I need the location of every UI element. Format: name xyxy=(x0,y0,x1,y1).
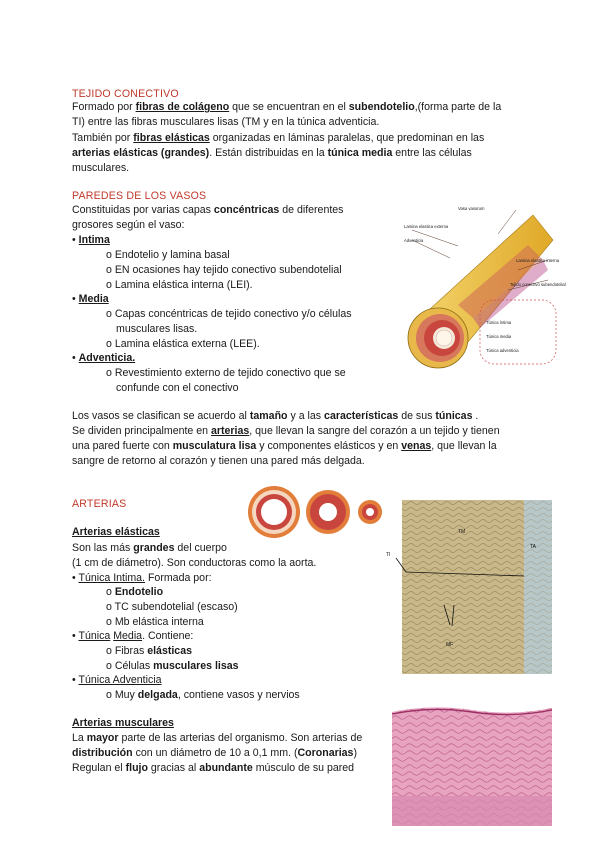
paragraph-line: También por fibras elásticas organizadas en láminas paralelas, que predominan en las xyxy=(72,132,485,144)
bullet-tunica-intima: • Túnica Intima. Formada por: xyxy=(72,572,212,584)
paragraph-line: Formado por fibras de colágeno que se encuentran en el subendotelio,(forma parte de la xyxy=(72,101,502,113)
paragraph-line: una pared fuerte con musculatura lisa y componentes elásticos y en venas, que llevan la xyxy=(72,440,497,452)
diagram-label: Adventicia xyxy=(404,238,424,243)
paragraph-line: sangre de retorno al corazón y tienen una pared más delgada. xyxy=(72,455,365,467)
muscular-artery-micrograph xyxy=(392,700,552,826)
paragraph-line: Constituidas por varias capas concéntricas de diferentes xyxy=(72,204,344,216)
section-heading-tejido: TEJIDO CONECTIVO xyxy=(72,88,179,100)
elastic-artery-micrograph xyxy=(384,500,552,674)
paragraph-line: Los vasos se clasifican se acuerdo al tamaño y a las características de sus túnicas . xyxy=(72,410,479,422)
sub-item: o Fibras elásticas xyxy=(106,645,192,657)
diagram-label: Lamina elastica externa xyxy=(404,224,449,229)
sub-item: o Revestimiento externo de tejido conectivo que se xyxy=(106,367,346,379)
micrograph-label: TI xyxy=(386,552,391,558)
paragraph-line: Se dividen principalmente en arterias, que llevan la sangre del corazón a un tejido y tienen xyxy=(72,425,500,437)
paragraph-line: grosores según el vaso: xyxy=(72,219,185,231)
section-heading-paredes: PAREDES DE LOS VASOS xyxy=(72,190,207,202)
paragraph-line: Son las más grandes del cuerpo xyxy=(72,542,227,554)
diagram-label: Vasa vasorum xyxy=(458,206,485,211)
sub-item: o Células musculares lisas xyxy=(106,660,239,672)
micrograph-label: TA xyxy=(530,544,537,550)
vessel-wall-diagram xyxy=(398,200,566,368)
bullet-tunica-adventicia: • Túnica Adventicia xyxy=(72,674,162,686)
diagram-label: Túnica íntima xyxy=(486,320,512,325)
paragraph-line: distribución con un diámetro de 10 a 0,1 mm. (Coronarias) xyxy=(72,747,357,759)
paragraph-line: (1 cm de diámetro). Son conductoras como la aorta. xyxy=(72,557,317,569)
sub-item: confunde con el conectivo xyxy=(116,382,239,394)
paragraph-line: musculares. xyxy=(72,162,130,174)
sub-item: o Lamina elástica interna (LEI). xyxy=(106,279,253,291)
subsection-title-elasticas: Arterias elásticas xyxy=(72,526,160,538)
sub-item: o EN ocasiones hay tejido conectivo subendotelial xyxy=(106,264,342,276)
sub-item: o Endotelio xyxy=(106,586,164,598)
paragraph-line: arterias elásticas (grandes). Están distribuidas en la túnica media entre las células xyxy=(72,147,472,159)
sub-item: o Capas concéntricas de tejido conectivo y/o células xyxy=(106,308,352,320)
diagram-label: Túnica media xyxy=(486,334,512,339)
paragraph-line: TI) entre las fibras musculares lisas (TM y en la túnica adventicia. xyxy=(72,116,380,128)
sub-item: o Lamina elástica externa (LEE). xyxy=(106,338,260,350)
diagram-label: Túnica adventicia xyxy=(486,348,519,353)
sub-item: o Muy delgada, contiene vasos y nervios xyxy=(106,689,300,701)
diagram-label: Tejido conectivo subendotelial xyxy=(510,282,566,287)
micrograph-label: TM xyxy=(458,529,466,535)
section-heading-arterias: ARTERIAS xyxy=(72,498,127,510)
artery-cross-sections-figure xyxy=(246,484,386,540)
bullet-tunica-media: • Túnica Media. Contiene: xyxy=(72,630,194,642)
subsection-title-musculares: Arterias musculares xyxy=(72,717,174,729)
bullet-media: • Media xyxy=(72,293,109,305)
micrograph-label: MF xyxy=(446,642,454,648)
sub-item: o Endotelio y lamina basal xyxy=(106,249,230,261)
sub-item: o TC subendotelial (escaso) xyxy=(106,601,238,613)
bullet-adventicia: • Adventicia. xyxy=(72,352,136,364)
paragraph-line: La mayor parte de las arterias del organismo. Son arterias de xyxy=(72,732,363,744)
paragraph-line: Regulan el flujo gracias al abundante músculo de su pared xyxy=(72,762,355,774)
diagram-label: Lamina elastica interna xyxy=(516,258,560,263)
bullet-intima: • Intima xyxy=(72,234,110,246)
sub-item: musculares lisas. xyxy=(116,323,198,335)
sub-item: o Mb elástica interna xyxy=(106,616,204,628)
